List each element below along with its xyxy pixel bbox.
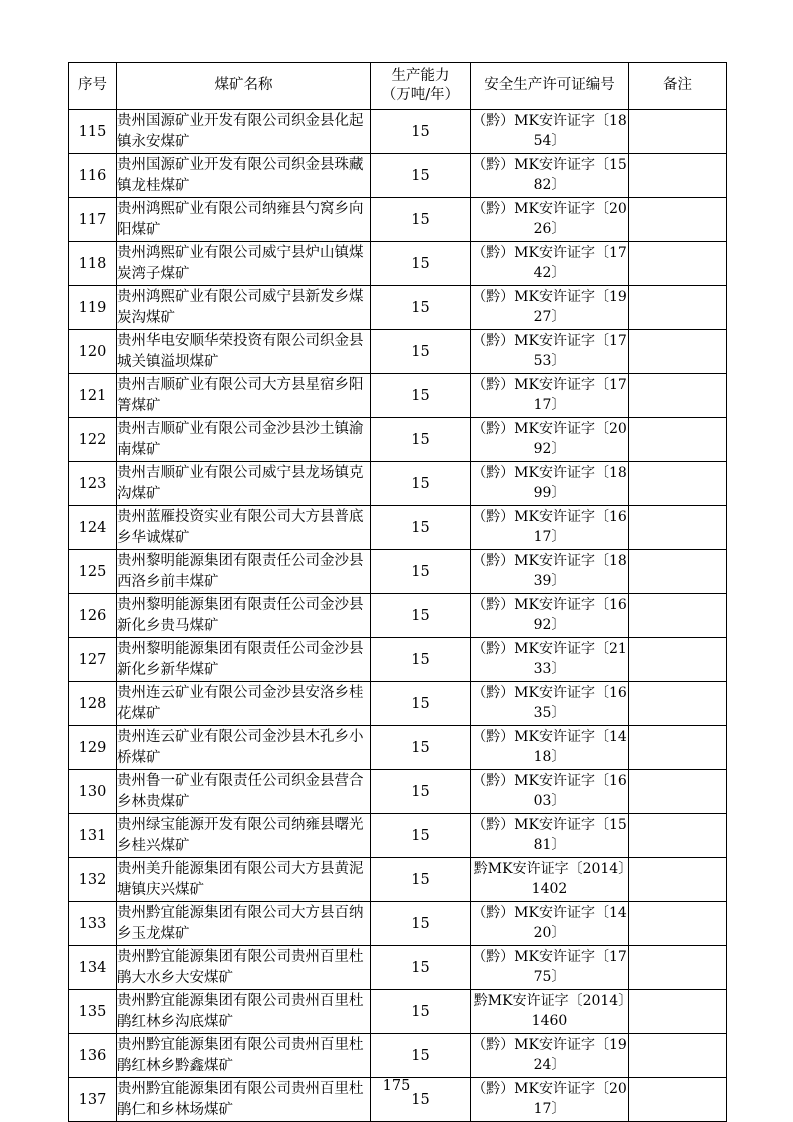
cell-capacity: 15 xyxy=(371,902,471,946)
cell-note xyxy=(629,462,727,506)
cell-capacity: 15 xyxy=(371,1034,471,1078)
cell-license-number: （黔）MK安许证字〔1775〕 xyxy=(471,946,629,990)
cell-note xyxy=(629,594,727,638)
cell-license-number: （黔）MK安许证字〔1899〕 xyxy=(471,462,629,506)
cell-license-number: （黔）MK安许证字〔1635〕 xyxy=(471,682,629,726)
cell-note xyxy=(629,330,727,374)
cell-license-number: （黔）MK安许证字〔1717〕 xyxy=(471,374,629,418)
table-body xyxy=(69,110,727,1122)
cell-note xyxy=(629,990,727,1034)
cell-note xyxy=(629,638,727,682)
cell-mine-name: 贵州黎明能源集团有限责任公司金沙县新化乡贵马煤矿 xyxy=(117,594,371,638)
table-row xyxy=(69,594,727,638)
cell-index: 118 xyxy=(69,242,117,286)
cell-license-number: （黔）MK安许证字〔1420〕 xyxy=(471,902,629,946)
cell-index: 128 xyxy=(69,682,117,726)
cell-note xyxy=(629,110,727,154)
cell-license-number: （黔）MK安许证字〔1854〕 xyxy=(471,110,629,154)
cell-license-number: （黔）MK安许证字〔2017〕 xyxy=(471,1078,629,1122)
cell-mine-name: 贵州吉顺矿业有限公司金沙县沙土镇渝南煤矿 xyxy=(117,418,371,462)
cell-capacity: 15 xyxy=(371,286,471,330)
cell-capacity: 15 xyxy=(371,242,471,286)
cell-license-number: （黔）MK安许证字〔1418〕 xyxy=(471,726,629,770)
cell-mine-name: 贵州鲁一矿业有限责任公司织金县营合乡林贵煤矿 xyxy=(117,770,371,814)
cell-index: 120 xyxy=(69,330,117,374)
cell-capacity: 15 xyxy=(371,462,471,506)
cell-capacity: 15 xyxy=(371,110,471,154)
cell-mine-name: 贵州黎明能源集团有限责任公司金沙县西洛乡前丰煤矿 xyxy=(117,550,371,594)
column-header-index: 序号 xyxy=(69,63,117,110)
cell-license-number: （黔）MK安许证字〔1692〕 xyxy=(471,594,629,638)
cell-note xyxy=(629,506,727,550)
page-number: 175 xyxy=(382,1078,411,1094)
cell-license-number: （黔）MK安许证字〔2092〕 xyxy=(471,418,629,462)
table-row xyxy=(69,1034,727,1078)
cell-capacity: 15 xyxy=(371,330,471,374)
cell-license-number: （黔）MK安许证字〔1753〕 xyxy=(471,330,629,374)
cell-license-number: （黔）MK安许证字〔2133〕 xyxy=(471,638,629,682)
cell-mine-name: 贵州国源矿业开发有限公司织金县珠藏镇龙桂煤矿 xyxy=(117,154,371,198)
cell-capacity: 15 xyxy=(371,374,471,418)
cell-mine-name: 贵州黔宜能源集团有限公司贵州百里杜鹃红林乡沟底煤矿 xyxy=(117,990,371,1034)
cell-capacity: 15 xyxy=(371,506,471,550)
cell-note xyxy=(629,902,727,946)
cell-index: 130 xyxy=(69,770,117,814)
column-header-capacity-line2: （万吨/年） xyxy=(381,87,460,103)
cell-capacity: 15 xyxy=(371,198,471,242)
cell-license-number: （黔）MK安许证字〔1582〕 xyxy=(471,154,629,198)
cell-license-number: （黔）MK安许证字〔1603〕 xyxy=(471,770,629,814)
cell-capacity: 15 xyxy=(371,1078,471,1122)
cell-mine-name: 贵州吉顺矿业有限公司大方县星宿乡阳箐煤矿 xyxy=(117,374,371,418)
cell-mine-name: 贵州黔宜能源集团有限公司贵州百里杜鹃大水乡大安煤矿 xyxy=(117,946,371,990)
cell-mine-name: 贵州国源矿业开发有限公司织金县化起镇永安煤矿 xyxy=(117,110,371,154)
cell-index: 117 xyxy=(69,198,117,242)
cell-note xyxy=(629,814,727,858)
cell-index: 116 xyxy=(69,154,117,198)
table-row xyxy=(69,726,727,770)
table-row xyxy=(69,902,727,946)
cell-mine-name: 贵州黔宜能源集团有限公司大方县百纳乡玉龙煤矿 xyxy=(117,902,371,946)
table-row xyxy=(69,946,727,990)
cell-note xyxy=(629,374,727,418)
cell-license-number: （黔）MK安许证字〔1581〕 xyxy=(471,814,629,858)
cell-index: 137 xyxy=(69,1078,117,1122)
table-row xyxy=(69,198,727,242)
cell-note xyxy=(629,726,727,770)
cell-mine-name: 贵州黔宜能源集团有限公司贵州百里杜鹃仁和乡林场煤矿 xyxy=(117,1078,371,1122)
cell-mine-name: 贵州吉顺矿业有限公司威宁县龙场镇克沟煤矿 xyxy=(117,462,371,506)
cell-index: 124 xyxy=(69,506,117,550)
column-header-capacity-line1: 生产能力 xyxy=(391,68,450,85)
table-row xyxy=(69,462,727,506)
table-header-row xyxy=(69,63,727,110)
cell-mine-name: 贵州鸿熙矿业有限公司纳雍县勺窝乡向阳煤矿 xyxy=(117,198,371,242)
cell-license-number: （黔）MK安许证字〔1927〕 xyxy=(471,286,629,330)
cell-note xyxy=(629,198,727,242)
column-header-license: 安全生产许可证编号 xyxy=(471,63,629,110)
cell-capacity: 15 xyxy=(371,990,471,1034)
cell-index: 135 xyxy=(69,990,117,1034)
cell-index: 125 xyxy=(69,550,117,594)
cell-license-number: （黔）MK安许证字〔1617〕 xyxy=(471,506,629,550)
cell-note xyxy=(629,946,727,990)
cell-note xyxy=(629,770,727,814)
cell-capacity: 15 xyxy=(371,770,471,814)
cell-mine-name: 贵州连云矿业有限公司金沙县木孔乡小桥煤矿 xyxy=(117,726,371,770)
cell-capacity: 15 xyxy=(371,154,471,198)
cell-capacity: 15 xyxy=(371,682,471,726)
cell-license-number: （黔）MK安许证字〔1839〕 xyxy=(471,550,629,594)
cell-note xyxy=(629,286,727,330)
cell-note xyxy=(629,1034,727,1078)
cell-capacity: 15 xyxy=(371,726,471,770)
cell-index: 127 xyxy=(69,638,117,682)
cell-mine-name: 贵州鸿熙矿业有限公司威宁县炉山镇煤炭湾子煤矿 xyxy=(117,242,371,286)
table-row xyxy=(69,638,727,682)
cell-capacity: 15 xyxy=(371,858,471,902)
cell-mine-name: 贵州连云矿业有限公司金沙县安洛乡桂花煤矿 xyxy=(117,682,371,726)
cell-index: 115 xyxy=(69,110,117,154)
table-row xyxy=(69,374,727,418)
cell-note xyxy=(629,418,727,462)
cell-mine-name: 贵州美升能源集团有限公司大方县黄泥塘镇庆兴煤矿 xyxy=(117,858,371,902)
cell-mine-name: 贵州蓝雁投资实业有限公司大方县普底乡华诚煤矿 xyxy=(117,506,371,550)
cell-index: 122 xyxy=(69,418,117,462)
cell-index: 123 xyxy=(69,462,117,506)
table-row xyxy=(69,990,727,1034)
table-row xyxy=(69,682,727,726)
cell-index: 134 xyxy=(69,946,117,990)
cell-capacity: 15 xyxy=(371,946,471,990)
cell-capacity: 15 xyxy=(371,550,471,594)
column-header-name: 煤矿名称 xyxy=(117,63,371,110)
column-header-capacity xyxy=(371,63,471,110)
cell-license-number: （黔）MK安许证字〔1924〕 xyxy=(471,1034,629,1078)
table-row xyxy=(69,770,727,814)
cell-index: 129 xyxy=(69,726,117,770)
cell-note xyxy=(629,242,727,286)
table-row xyxy=(69,286,727,330)
cell-license-number: 黔MK安许证字〔2014〕1402 xyxy=(471,858,629,902)
cell-index: 119 xyxy=(69,286,117,330)
cell-license-number: （黔）MK安许证字〔1742〕 xyxy=(471,242,629,286)
table-row xyxy=(69,418,727,462)
table-row xyxy=(69,154,727,198)
cell-license-number: 黔MK安许证字〔2014〕1460 xyxy=(471,990,629,1034)
cell-index: 132 xyxy=(69,858,117,902)
coal-mine-table xyxy=(68,62,727,1122)
table-row xyxy=(69,242,727,286)
cell-mine-name: 贵州黔宜能源集团有限公司贵州百里杜鹃红林乡黔鑫煤矿 xyxy=(117,1034,371,1078)
cell-index: 131 xyxy=(69,814,117,858)
table-row xyxy=(69,858,727,902)
table-row xyxy=(69,506,727,550)
table-row xyxy=(69,330,727,374)
cell-index: 136 xyxy=(69,1034,117,1078)
cell-note xyxy=(629,154,727,198)
cell-index: 133 xyxy=(69,902,117,946)
table-row xyxy=(69,814,727,858)
cell-mine-name: 贵州华电安顺华荣投资有限公司织金县城关镇溢坝煤矿 xyxy=(117,330,371,374)
cell-note xyxy=(629,550,727,594)
table-row xyxy=(69,550,727,594)
cell-license-number: （黔）MK安许证字〔2026〕 xyxy=(471,198,629,242)
cell-mine-name: 贵州鸿熙矿业有限公司威宁县新发乡煤炭沟煤矿 xyxy=(117,286,371,330)
cell-capacity: 15 xyxy=(371,594,471,638)
cell-index: 126 xyxy=(69,594,117,638)
cell-mine-name: 贵州绿宝能源开发有限公司纳雍县曙光乡桂兴煤矿 xyxy=(117,814,371,858)
cell-capacity: 15 xyxy=(371,418,471,462)
table-row xyxy=(69,110,727,154)
cell-note xyxy=(629,858,727,902)
cell-capacity: 15 xyxy=(371,814,471,858)
cell-mine-name: 贵州黎明能源集团有限责任公司金沙县新化乡新华煤矿 xyxy=(117,638,371,682)
cell-note xyxy=(629,682,727,726)
cell-index: 121 xyxy=(69,374,117,418)
column-header-note: 备注 xyxy=(629,63,727,110)
cell-capacity: 15 xyxy=(371,638,471,682)
